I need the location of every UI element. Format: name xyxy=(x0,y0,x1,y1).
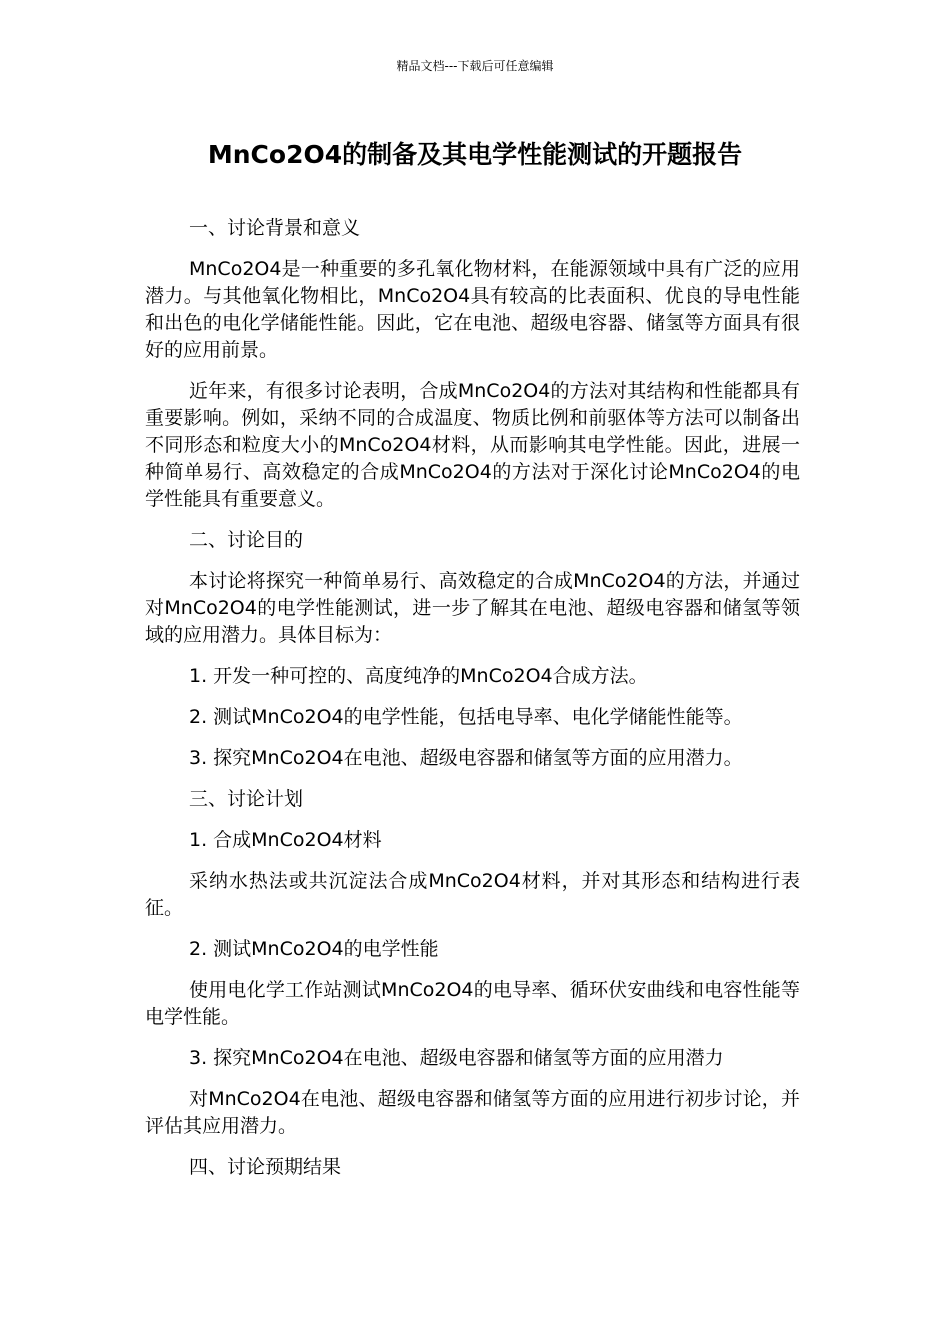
paragraph: 近年来，有很多讨论表明，合成MnCo2O4的方法对其结构和性能都具有重要影响。例如，采纳不同的合成温度、物质比例和前驱体等方法可以制备出不同形态和粒度大小的MnCo2O4材料，从而影响其电学性能。因此，进展一种简单易行、高效稳定的合成MnCo2O4的方法对于深化讨论MnCo2O4的电学性能具有重要意义。 xyxy=(145,380,800,510)
section-heading-purpose: 二、讨论目的 xyxy=(189,529,304,551)
list-item: 2. 测试MnCo2O4的电学性能，包括电导率、电化学储能性能等。 xyxy=(189,706,743,728)
list-item: 1. 合成MnCo2O4材料 xyxy=(189,829,382,851)
paragraph: 使用电化学工作站测试MnCo2O4的电导率、循环伏安曲线和电容性能等电学性能。 xyxy=(145,979,800,1028)
list-item: 1. 开发一种可控的、高度纯净的MnCo2O4合成方法。 xyxy=(189,665,648,687)
paragraph: 本讨论将探究一种简单易行、高效稳定的合成MnCo2O4的方法，并通过对MnCo2O4的电学性能测试，进一步了解其在电池、超级电容器和储氢等领域的应用潜力。具体目标为： xyxy=(145,570,800,646)
paragraph: 采纳水热法或共沉淀法合成MnCo2O4材料，并对其形态和结构进行表征。 xyxy=(145,870,800,919)
paragraph: 对MnCo2O4在电池、超级电容器和储氢等方面的应用进行初步讨论，并评估其应用潜力。 xyxy=(145,1088,800,1137)
paragraph: MnCo2O4是一种重要的多孔氧化物材料，在能源领域中具有广泛的应用潜力。与其他氧化物相比，MnCo2O4具有较高的比表面积、优良的导电性能和出色的电化学储能性能。因此，它在电池、超级电容器、储氢等方面具有很好的应用前景。 xyxy=(145,258,800,361)
list-item: 3. 探究MnCo2O4在电池、超级电容器和储氢等方面的应用潜力 xyxy=(189,1047,724,1069)
document-title: MnCo2O4的制备及其电学性能测试的开题报告 xyxy=(207,140,743,169)
list-item: 3. 探究MnCo2O4在电池、超级电容器和储氢等方面的应用潜力。 xyxy=(189,747,743,769)
header-note: 精品文档---下载后可任意编辑 xyxy=(396,59,554,73)
document-body xyxy=(145,215,800,1195)
section-heading-background: 一、讨论背景和意义 xyxy=(189,217,361,239)
section-heading-expected-results: 四、讨论预期结果 xyxy=(189,1156,342,1178)
list-item: 2. 测试MnCo2O4的电学性能 xyxy=(189,938,439,960)
section-heading-plan: 三、讨论计划 xyxy=(189,788,304,810)
